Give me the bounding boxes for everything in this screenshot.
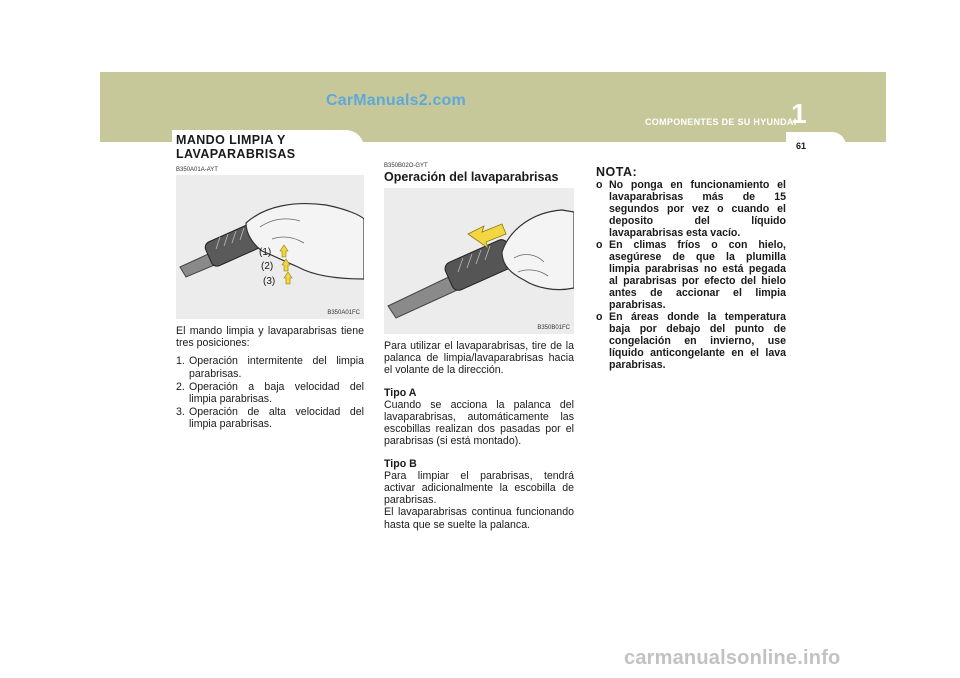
type-a-text: Cuando se acciona la palanca del lavaparabrisas, automáticamente las escobillas realizan dos pasadas por el parabrisas (si está montado). xyxy=(384,398,574,448)
position-label-1: (1) xyxy=(259,247,272,258)
washer-lever-pull-illustration-icon xyxy=(384,188,574,334)
list-item-text: Operación de alta velocidad del limpia parabrisas. xyxy=(189,406,364,431)
section-heading-line2: LAVAPARABRISAS xyxy=(176,147,296,161)
chapter-number: 1 xyxy=(791,98,807,129)
note-heading: NOTA: xyxy=(596,165,638,179)
note-item xyxy=(596,239,786,311)
wiper-positions-text xyxy=(176,325,364,432)
reference-code: B350B02O-GYT xyxy=(384,163,428,169)
positions-list xyxy=(176,355,364,430)
section-title: COMPONENTES DE SU HYUNDAI xyxy=(645,117,797,127)
figure-code: B350A01FC xyxy=(327,310,360,316)
washer-heading: Operación del lavaparabrisas xyxy=(384,170,559,184)
page-number-tab xyxy=(786,132,846,156)
note-bullet: o xyxy=(596,311,603,323)
list-item xyxy=(176,355,364,379)
type-a-label: Tipo A xyxy=(384,386,417,399)
note-item-text: En áreas donde la temperatura baja por debajo del punto de congelación en invierno, use líquido anticongelante en el lava parabrisas. xyxy=(609,311,786,371)
washer-paragraph: Para utilizar el lavaparabrisas, tire de la palanca de limpia/lavaparabrisas hacia el volante de la dirección. xyxy=(384,340,574,377)
note-list xyxy=(596,179,786,371)
position-label-3: (3) xyxy=(263,276,276,287)
list-item xyxy=(176,381,364,405)
footer-watermark[interactable]: carmanualsonline.info xyxy=(624,647,841,669)
position-label-2: (2) xyxy=(261,261,274,272)
top-margin xyxy=(0,0,960,72)
type-b-text-1: Para limpiar el parabrisas, tendrá activar adicionalmente la escobilla de parabrisas. xyxy=(384,469,574,507)
washer-lever-figure xyxy=(384,188,574,334)
type-b-block xyxy=(384,458,574,531)
section-heading xyxy=(176,133,296,161)
intro-paragraph: El mando limpia y lavaparabrisas tiene tres posiciones: xyxy=(176,325,364,350)
reference-code: B350A01A-AYT xyxy=(176,167,218,173)
note-item-text: En climas fríos o con hielo, asegúrese de que la plumilla limpia parabrisas no está pegada al parabrisas por efecto del hielo antes de accionar el limpia parabrisas. xyxy=(609,239,786,311)
figure-code: B350B01FC xyxy=(537,325,570,331)
note-item-text: No ponga en funcionamiento el lavaparabrisas más de 15 segundos por vez o cuando el deposito del líquido lavaparabrisas esta vacío. xyxy=(609,179,786,239)
note-item xyxy=(596,311,786,371)
note-bullet: o xyxy=(596,179,603,191)
list-item-number: 2. xyxy=(176,380,185,393)
list-item xyxy=(176,406,364,430)
list-item-number: 1. xyxy=(176,355,185,368)
note-item xyxy=(596,179,786,239)
type-b-label: Tipo B xyxy=(384,457,417,470)
list-item-text: Operación a baja velocidad del limpia parabrisas. xyxy=(189,380,364,406)
wiper-lever-figure xyxy=(176,175,364,319)
washer-operation-text xyxy=(384,340,574,541)
page-number: 61 xyxy=(796,141,807,151)
note-bullet: o xyxy=(596,239,603,251)
type-b-text-2: El lavaparabrisas continua funcionando hasta que se suelte la palanca. xyxy=(384,506,574,531)
watermark-text[interactable]: CarManuals2.com xyxy=(326,92,466,109)
type-a-block xyxy=(384,387,574,448)
list-item-number: 3. xyxy=(176,406,185,419)
list-item-text: Operación intermitente del limpia parabrisas. xyxy=(189,355,364,380)
section-heading-line1: MANDO LIMPIA Y xyxy=(176,133,286,147)
